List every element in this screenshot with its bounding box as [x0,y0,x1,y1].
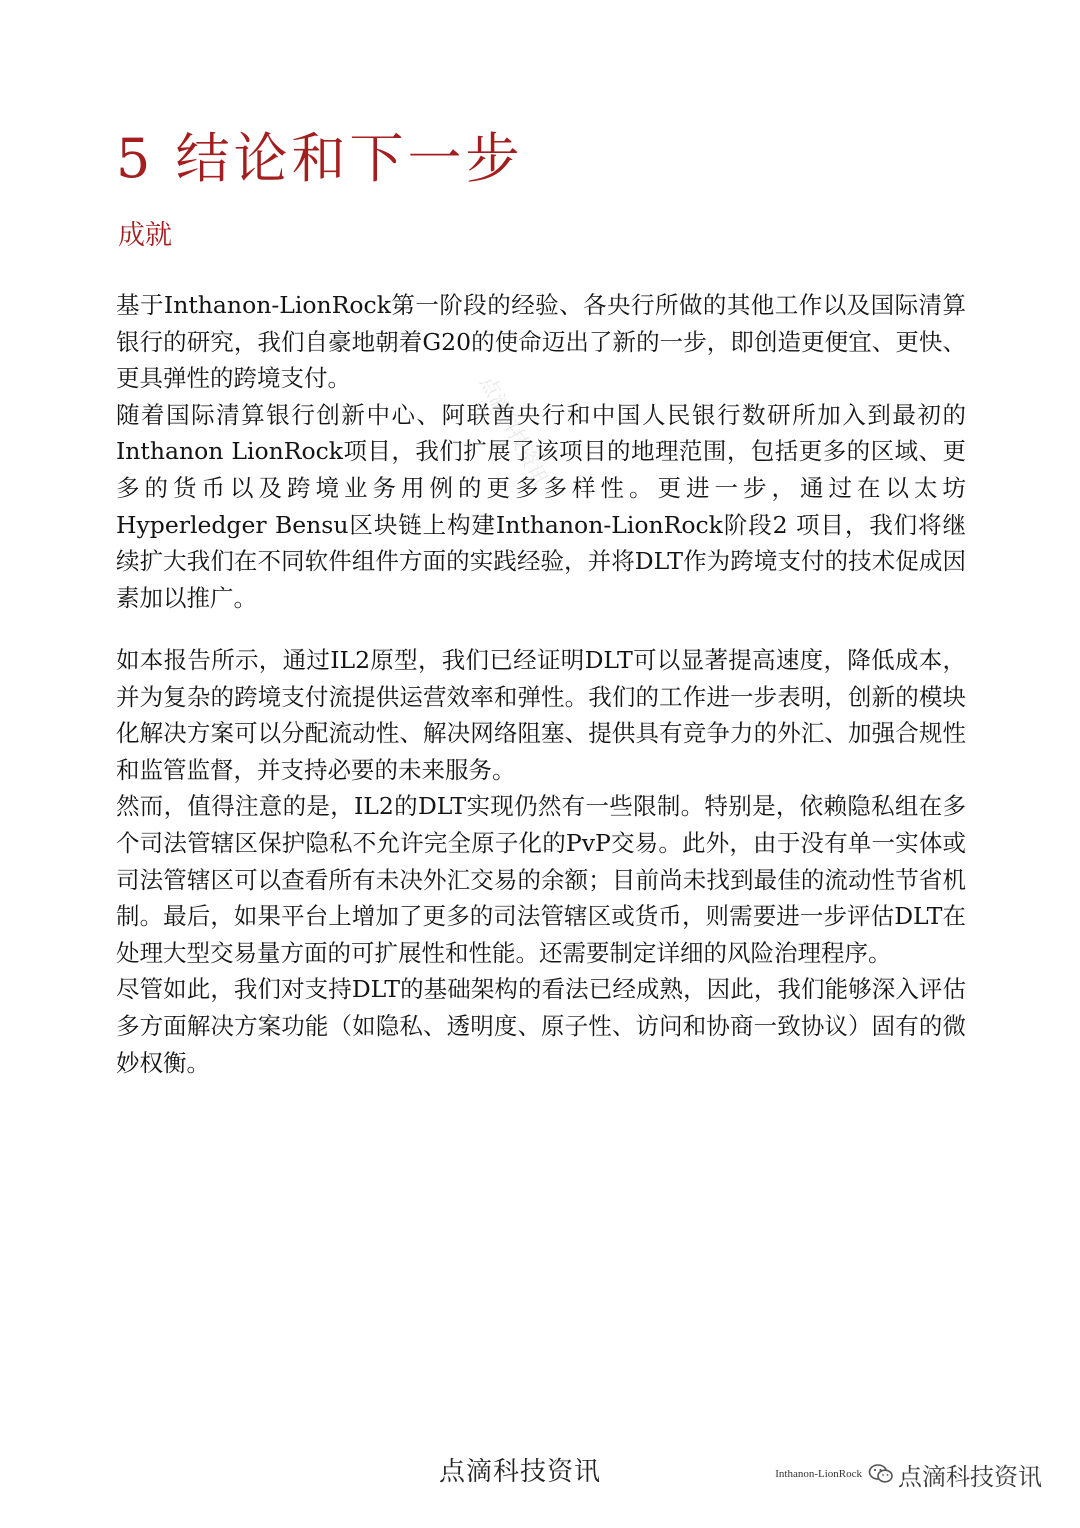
paragraph: 基于Inthanon-LionRock第一阶段的经验、各央行所做的其他工作以及国际清算银行的研究，我们自豪地朝着G20的使命迈出了新的一步，即创造更便宜、更快、更具弹性的跨境支付。 [116,291,966,393]
paragraph: 如本报告所示，通过IL2原型，我们已经证明DLT可以显著提高速度，降低成本，并为复杂的跨境支付流提供运营效率和弹性。我们的工作进一步表明，创新的模块化解决方案可以分配流动性、解决网络阻塞、提供具有竞争力的外汇、加强合规性和监管监督，并支持必要的未来服务。 [116,646,966,784]
body-block-achievements [116,287,966,616]
paragraph: 然而，值得注意的是，IL2的DLT实现仍然有一些限制。特别是，依赖隐私组在多个司法管辖区保护隐私不允许完全原子化的PvP交易。此外，由于没有单一实体或司法管辖区可以查看所有未决外汇交易的余额；目前尚未找到最佳的流动性节省机制。最后，如果平台上增加了更多的司法管辖区或货币，则需要进一步评估DLT在处理大型交易量方面的可扩展性和性能。还需要制定详细的风险治理程序。 [116,792,966,967]
footer-channel [775,1458,1042,1490]
watermark: 点滴科技资讯 [475,371,553,490]
paragraph: 尽管如此，我们对支持DLT的基础架构的看法已经成熟，因此，我们能够深入评估多方面解决方案功能（如隐私、透明度、原子性、访问和协商一致协议）固有的微妙权衡。 [116,975,966,1077]
footer-title: 点滴科技资讯 [438,1457,601,1487]
body-block-findings [116,642,966,1081]
paragraph: 随着国际清算银行创新中心、阿联酋央行和中国人民银行数研所加入到最初的Inthanon LionRock项目，我们扩展了该项目的地理范围，包括更多的区域、更多的货币以及跨境业务用例的更多多样性。更进一步，通过在以太坊Hyperledger Bensu区块链上构建Inthanon-LionRock阶段2 项目，我们将继续扩大我们在不同软件组件方面的实践经验，并将DLT作为跨境支付的技术促成因素加以推广。 [116,400,966,612]
subsection-heading: 成就 [118,220,172,251]
footer-report-name: Inthanon-LionRock [775,1468,862,1480]
channel-name: 点滴科技资讯 [898,1462,1042,1491]
section-heading: 5 结论和下一步 [116,127,524,190]
wechat-icon [868,1461,894,1487]
